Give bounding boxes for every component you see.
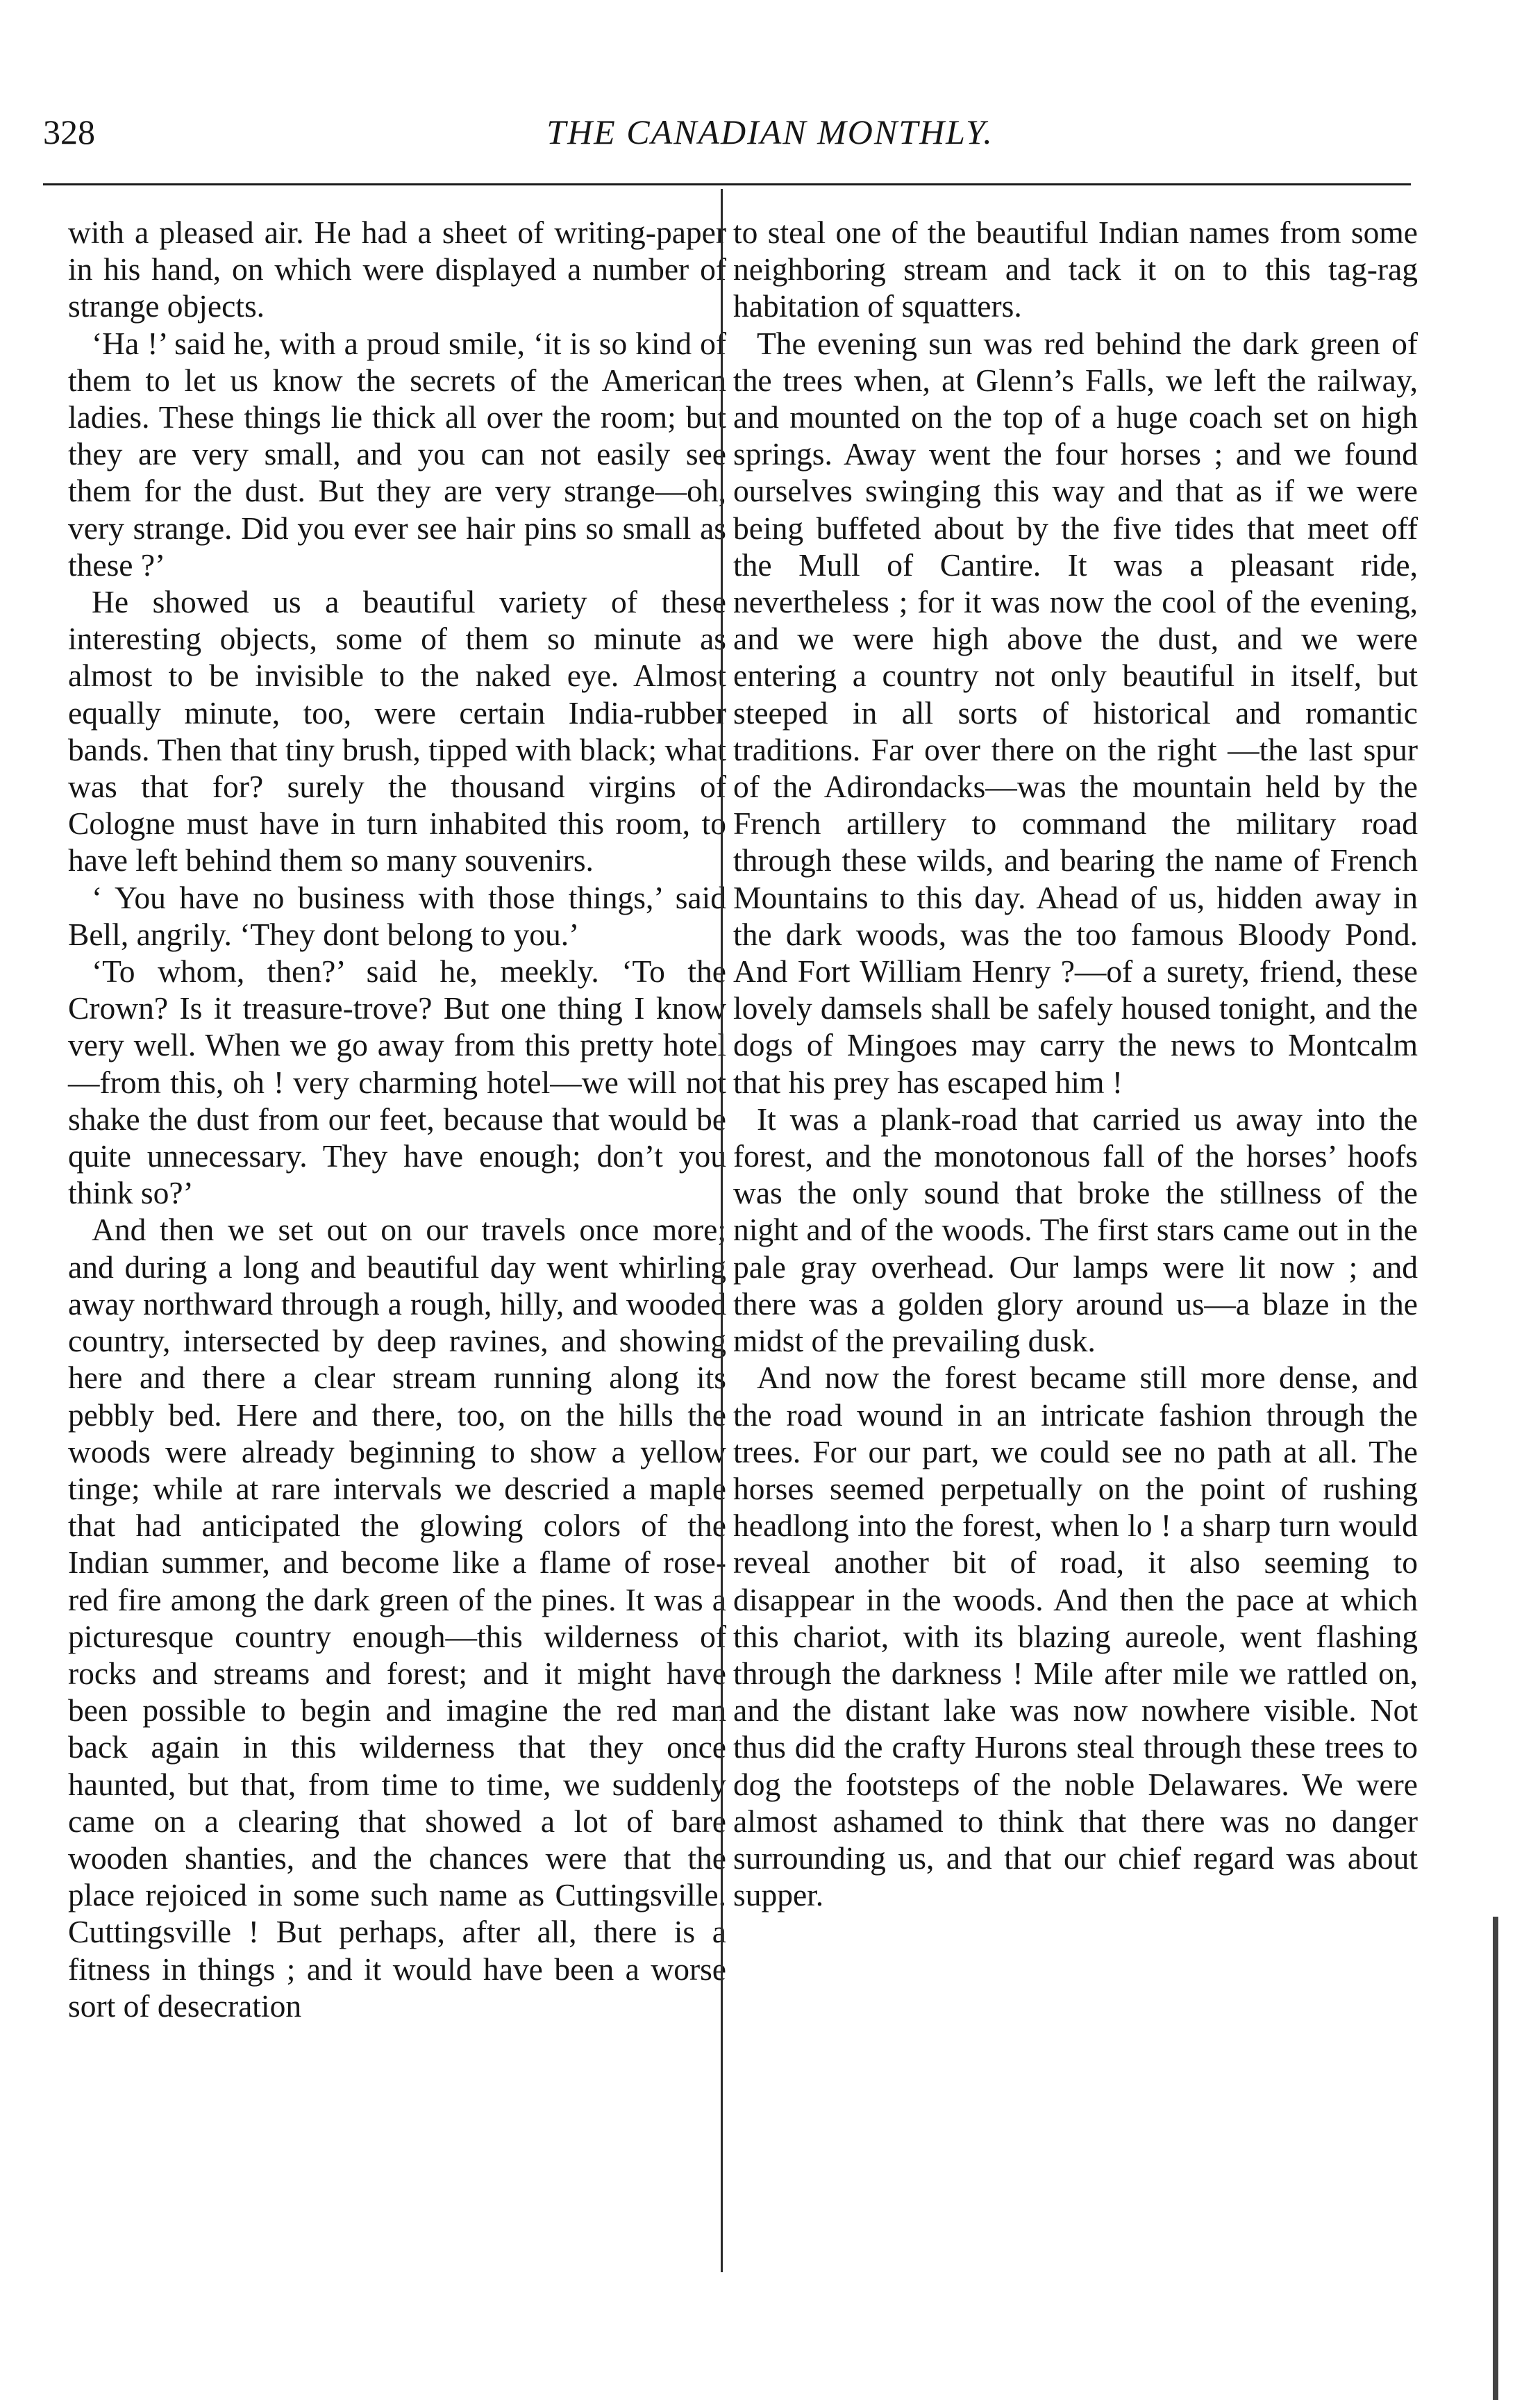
column-divider <box>721 189 723 2272</box>
running-title: THE CANADIAN MONTHLY. <box>546 112 994 151</box>
left-column <box>68 214 726 2024</box>
page-header <box>0 104 1540 167</box>
paragraph: ‘Ha !’ said he, with a proud smile, ‘it is so kind of them to let us know the secrets of the American ladies. These things lie thick all over the room; but they are very small, and you can not easily see them for the dust. But they are very strange—oh, very strange. Did you ever see hair pins so small as these ?’ <box>68 325 726 583</box>
paragraph: to steal one of the beautiful Indian names from some neighboring stream and tack it on to this tag-rag habitation of squatters. <box>733 215 1418 324</box>
paragraph: ‘To whom, then?’ said he, meekly. ‘To the Crown? Is it treasure-trove? But one thing I know very well. When we go away from this pretty hotel—from this, oh ! very charming hotel—we will not shake the dust from our feet, because that would be quite unnecessary. They have enough; don’t you think so?’ <box>68 953 726 1211</box>
paragraph: ‘ You have no business with those things,’ said Bell, angrily. ‘They dont belong to you.’ <box>68 879 726 952</box>
right-column <box>733 214 1418 1913</box>
paragraph: It was a plank-road that carried us away into the forest, and the monotonous fall of the horses’ hoofs was the only sound that broke the stillness of the night and of the woods. The first stars came out in the pale gray overhead. Our lamps were lit now ; and there was a golden glory around us—a blaze in the midst of the prevailing dusk. <box>733 1101 1418 1359</box>
paragraph: And then we set out on our travels once more; and during a long and beautiful day went whirling away northward through a rough, hilly, and wooded country, intersected by deep ravines, and showing here and there a clear stream running along its pebbly bed. Here and there, too, on the hills the woods were already beginning to show a yellow tinge; while at rare intervals we descried a maple that had anticipated the glowing colors of the Indian summer, and become like a flame of rose-red fire among the dark green of the pines. It was a picturesque country enough—this wilderness of rocks and streams and forest; and it might have been possible to begin and imagine the red man back again in this wilderness that they once haunted, but that, from time to time, we suddenly came on a clearing that showed a lot of bare wooden shanties, and the chances were that the place rejoiced in some such name as Cuttingsville. Cuttingsville ! But perhaps, after all, there is a fitness in things ; and it would have been a worse sort of desecration <box>68 1212 726 2024</box>
paragraph: The evening sun was red behind the dark green of the trees when, at Glenn’s Falls, we left the railway, and mounted on the top of a huge coach set on high springs. Away went the four horses ; and we found ourselves swinging this way and that as if we were being buffeted about by the five tides that meet off the Mull of Cantire. It was a pleasant ride, nevertheless ; for it was now the cool of the evening, and we were high above the dust, and we were entering a country not only beautiful in itself, but steeped in all sorts of historical and romantic traditions. Far over there on the right —the last spur of the Adirondacks—was the mountain held by the French artillery to command the military road through these wilds, and bearing the name of French Mountains to this day. Ahead of us, hidden away in the dark woods, was the too famous Bloody Pond. And Fort William Henry ?—of a surety, friend, these lovely damsels shall be safely housed tonight, and the dogs of Mingoes may carry the news to Montcalm that his prey has escaped him ! <box>733 325 1418 1100</box>
paragraph: He showed us a beautiful variety of these interesting objects, some of them so minute as almost to be invisible to the naked eye. Almost equally minute, too, were certain India-rubber bands. Then that tiny brush, tipped with black; what was that for? surely the thousand virgins of Cologne must have in turn inhabited this room, to have left behind them so many souvenirs. <box>68 584 726 878</box>
page-number: 328 <box>43 112 95 151</box>
page-edge-shadow <box>1493 1917 1498 2400</box>
paragraph: with a pleased air. He had a sheet of writing-paper in his hand, on which were displayed a number of strange objects. <box>68 215 726 324</box>
paragraph: And now the forest became still more dense, and the road wound in an intricate fashion through the trees. For our part, we could see no path at all. The horses seemed perpetually on the point of rushing headlong into the forest, when lo ! a sharp turn would reveal another bit of road, it also seeming to disappear in the woods. And then the pace at which this chariot, with its blazing aureole, went flashing through the darkness ! Mile after mile we rattled on, and the distant lake was now nowhere visible. Not thus did the crafty Hurons steal through these trees to dog the footsteps of the noble Delawares. We were almost ashamed to think that there was no danger surrounding us, and that our chief regard was about supper. <box>733 1360 1418 1913</box>
header-rule <box>43 183 1411 185</box>
